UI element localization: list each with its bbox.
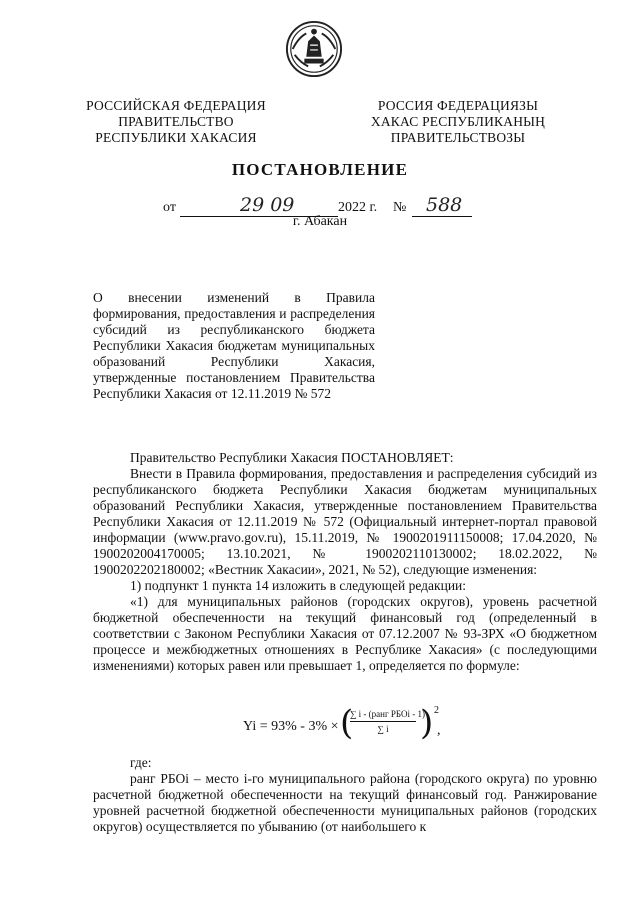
coat-of-arms-emblem bbox=[285, 20, 343, 78]
body-paragraph: «1) для муниципальных районов (городских округов), уровень расчетной бюджетной обеспеченности на текущий финансовый год (определенный в соответствии с Законом Республики Хакасия от 07.12.2007 № 93-ЗРХ «О бюджетном процессе и межбюджетных отношениях в Республике Хакасия» (с последующими изменениями) которых равен или превышает 1, определяется по формуле: bbox=[93, 594, 597, 673]
header-left-line: РОССИЙСКАЯ ФЕДЕРАЦИЯ bbox=[86, 98, 266, 113]
number-prefix: № bbox=[393, 200, 407, 215]
handwritten-number: 588 bbox=[426, 194, 463, 216]
document-title: ПОСТАНОВЛЕНИЕ bbox=[231, 160, 409, 179]
body-paragraph: Внести в Правила формирования, предоставления и распределения субсидий из республиканского бюджета Республики Хакасия бюджетам муниципальных образований Республики Хакасия, утвержденные постановлением Правительства Республики Хакасия от 12.11.2019 № 572 (Официальный интернет-портал правовой информации (www.pravo.gov.ru), 15.11.2019, № 1900201911150008; 17.04.2020, № 1900202004170005; 13.10.2021, № 1900202110130002; 18.02.2022, № 1900202202180002; «Вестник Хакасии», 2021, № 52), следующие изменения: bbox=[93, 466, 597, 577]
body-paragraph: Правительство Республики Хакасия ПОСТАНОВЛЯЕТ: bbox=[130, 450, 454, 465]
formula-power: 2 bbox=[434, 705, 439, 716]
header-left-line: РЕСПУБЛИКИ ХАКАСИЯ bbox=[95, 130, 257, 145]
body-paragraph: 1) подпункт 1 пункта 14 изложить в следующей редакции: bbox=[130, 578, 467, 593]
header-left-line: ПРАВИТЕЛЬСТВО bbox=[118, 114, 234, 129]
where-section bbox=[93, 755, 597, 835]
handwritten-date: 29 09 bbox=[240, 194, 295, 216]
formula-open-paren: ( bbox=[340, 703, 354, 743]
header-right bbox=[368, 98, 548, 146]
formula-denominator: ∑ i bbox=[377, 724, 389, 734]
header-left bbox=[86, 98, 266, 146]
date-prefix: от bbox=[163, 200, 176, 215]
where-text: ранг РБОi – место i-го муниципального района (городского округа) по уровню расчетной бюджетной обеспеченности на текущий финансовый год. Ранжирование уровней расчетной бюджетной обеспеченности муниципальных районов (городских округов) осуществляется по убыванию (от наибольшего к bbox=[93, 771, 597, 834]
date-year: 2022 г. bbox=[338, 200, 378, 215]
formula bbox=[0, 703, 640, 749]
body-text bbox=[93, 450, 597, 674]
subject-heading: О внесении изменений в Правила формирования, предоставления и распределения субсидий из республиканского бюджета Республики Хакасия бюджетам муниципальных образований Республики Хакасия, утвержденные постановлением Правительства Республики Хакасия от 12.11.2019 № 572 bbox=[93, 290, 375, 401]
city: г. Абакан bbox=[292, 214, 348, 229]
formula-fraction bbox=[350, 709, 426, 734]
header-right-line: ХАКАС РЕСПУБЛИКАНЫҢ bbox=[370, 114, 546, 129]
formula-close-paren: ) bbox=[420, 703, 434, 743]
header-right-line: ПРАВИТЕЛЬСТВОЗЫ bbox=[390, 130, 526, 145]
formula-numerator: ∑ i - (ранг РБОi - 1) bbox=[350, 709, 416, 722]
formula-comma: , bbox=[437, 723, 441, 738]
header-right-line: РОССИЯ ФЕДЕРАЦИЯЗЫ bbox=[377, 98, 539, 113]
formula-lhs: Yi = 93% - 3% × bbox=[243, 719, 339, 734]
where-label: где: bbox=[130, 755, 152, 770]
